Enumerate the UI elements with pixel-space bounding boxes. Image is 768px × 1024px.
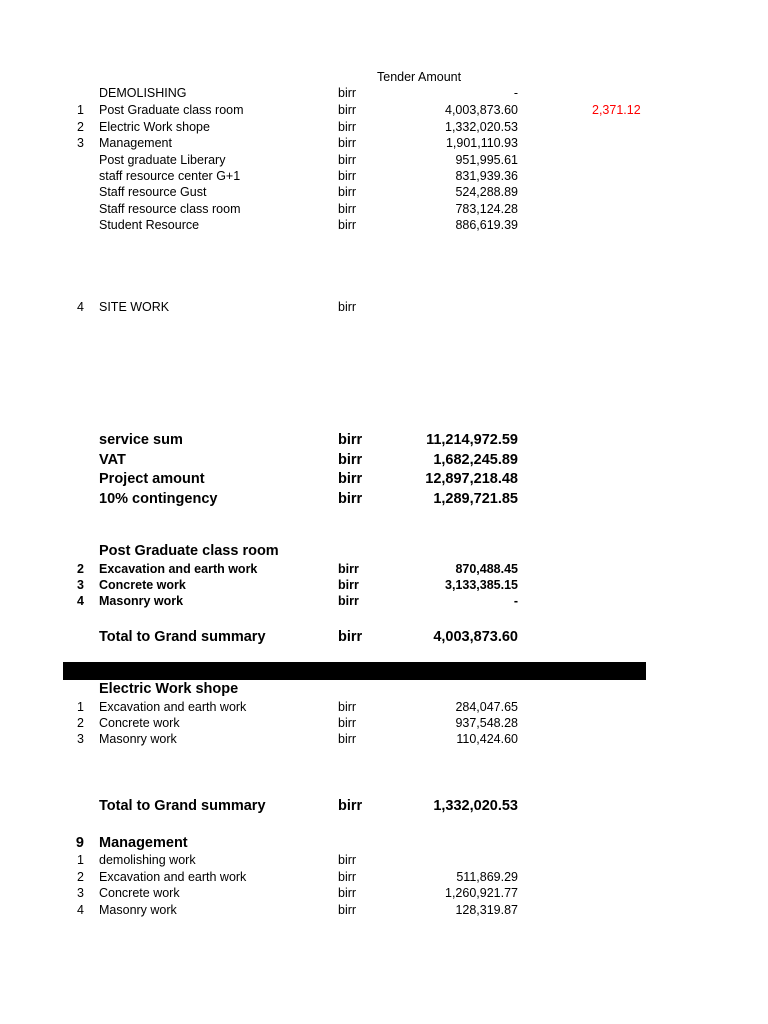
unit: birr <box>338 218 357 232</box>
unit: birr <box>338 716 357 730</box>
item-number: 3 <box>77 136 84 150</box>
item-label: Management <box>99 136 172 150</box>
item-number: 4 <box>77 903 84 917</box>
unit: birr <box>338 153 357 167</box>
unit: birr <box>338 103 357 117</box>
unit: birr <box>338 853 357 867</box>
item-label: Concrete work <box>99 716 180 730</box>
unit: birr <box>338 700 357 714</box>
item-number: 4 <box>77 300 84 314</box>
total-amount: 4,003,873.60 <box>433 629 518 645</box>
unit: birr <box>338 578 359 592</box>
unit: birr <box>338 870 357 884</box>
amount: 110,424.60 <box>456 732 518 746</box>
item-label: Masonry work <box>99 594 184 608</box>
unit: birr <box>338 903 357 917</box>
item-number: 2 <box>77 562 84 576</box>
item-label: Electric Work shope <box>99 120 210 134</box>
demolishing-title: DEMOLISHING <box>99 86 187 100</box>
item-label: Staff resource Gust <box>99 185 207 199</box>
total-amount: 1,289,721.85 <box>433 491 518 507</box>
amount: 1,260,921.77 <box>445 886 518 900</box>
tender-amount-header: Tender Amount <box>377 70 462 84</box>
unit: birr <box>338 562 359 576</box>
unit: birr <box>338 300 357 314</box>
item-label: Post Graduate class room <box>99 103 244 117</box>
amount: 524,288.89 <box>455 185 518 199</box>
amount: 870,488.45 <box>455 562 518 576</box>
section-title: Electric Work shope <box>99 681 239 697</box>
amount: - <box>513 594 518 608</box>
item-number: 1 <box>77 700 84 714</box>
unit: birr <box>338 136 357 150</box>
item-label: demolishing work <box>99 853 196 867</box>
item-label: Excavation and earth work <box>99 870 247 884</box>
amount: 284,047.65 <box>455 700 518 714</box>
total-label: service sum <box>99 432 183 448</box>
unit: birr <box>338 169 357 183</box>
item-number: 3 <box>77 578 84 592</box>
total-label: 10% contingency <box>99 491 218 507</box>
item-label: Excavation and earth work <box>99 562 258 576</box>
item-number: 1 <box>77 853 84 867</box>
total-label: VAT <box>99 452 126 468</box>
amount: 783,124.28 <box>455 202 518 216</box>
amount: - <box>513 86 518 100</box>
amount: 831,939.36 <box>455 169 518 183</box>
unit: birr <box>338 886 357 900</box>
item-number: 4 <box>77 594 84 608</box>
amount: 1,901,110.93 <box>445 136 518 150</box>
unit: birr <box>338 629 363 645</box>
unit: birr <box>338 452 363 468</box>
unit: birr <box>338 185 357 199</box>
total-amount: 12,897,218.48 <box>425 471 518 487</box>
unit: birr <box>338 471 363 487</box>
item-number: 2 <box>77 870 84 884</box>
item-number: 2 <box>77 120 84 134</box>
unit: birr <box>338 798 363 814</box>
amount: 951,995.61 <box>455 153 518 167</box>
item-label: Masonry work <box>99 903 177 917</box>
item-label: Masonry work <box>99 732 177 746</box>
total-label: Project amount <box>99 471 205 487</box>
section-divider <box>63 662 646 680</box>
item-number: 1 <box>77 103 84 117</box>
unit: birr <box>338 432 363 448</box>
unit: birr <box>338 732 357 746</box>
item-number: 2 <box>77 716 84 730</box>
section-number: 9 <box>75 835 84 851</box>
unit: birr <box>338 491 363 507</box>
unit: birr <box>338 594 359 608</box>
item-label: Post graduate Liberary <box>99 153 226 167</box>
item-label: Excavation and earth work <box>99 700 247 714</box>
section-title: Post Graduate class room <box>99 543 279 559</box>
total-label: Total to Grand summary <box>99 629 266 645</box>
amount: 511,869.29 <box>456 870 518 884</box>
amount: 128,319.87 <box>455 903 518 917</box>
unit: birr <box>338 202 357 216</box>
item-label: staff resource center G+1 <box>99 169 241 183</box>
item-label: Student Resource <box>99 218 200 232</box>
amount: 1,332,020.53 <box>445 120 518 134</box>
section-title: Management <box>99 835 188 851</box>
amount: 4,003,873.60 <box>445 103 518 117</box>
side-note-value: 2,371.12 <box>592 103 641 117</box>
total-label: Total to Grand summary <box>99 798 266 814</box>
amount: 937,548.28 <box>455 716 518 730</box>
item-number: 3 <box>77 886 84 900</box>
total-amount: 1,682,245.89 <box>433 452 518 468</box>
total-amount: 1,332,020.53 <box>433 798 518 814</box>
item-label: Concrete work <box>99 886 180 900</box>
item-label: SITE WORK <box>99 300 170 314</box>
item-label: Staff resource class room <box>99 202 241 216</box>
item-label: Concrete work <box>99 578 186 592</box>
amount: 886,619.39 <box>455 218 518 232</box>
unit: birr <box>338 120 357 134</box>
unit: birr <box>338 86 357 100</box>
item-number: 3 <box>77 732 84 746</box>
total-amount: 11,214,972.59 <box>426 432 518 448</box>
amount: 3,133,385.15 <box>445 578 518 592</box>
